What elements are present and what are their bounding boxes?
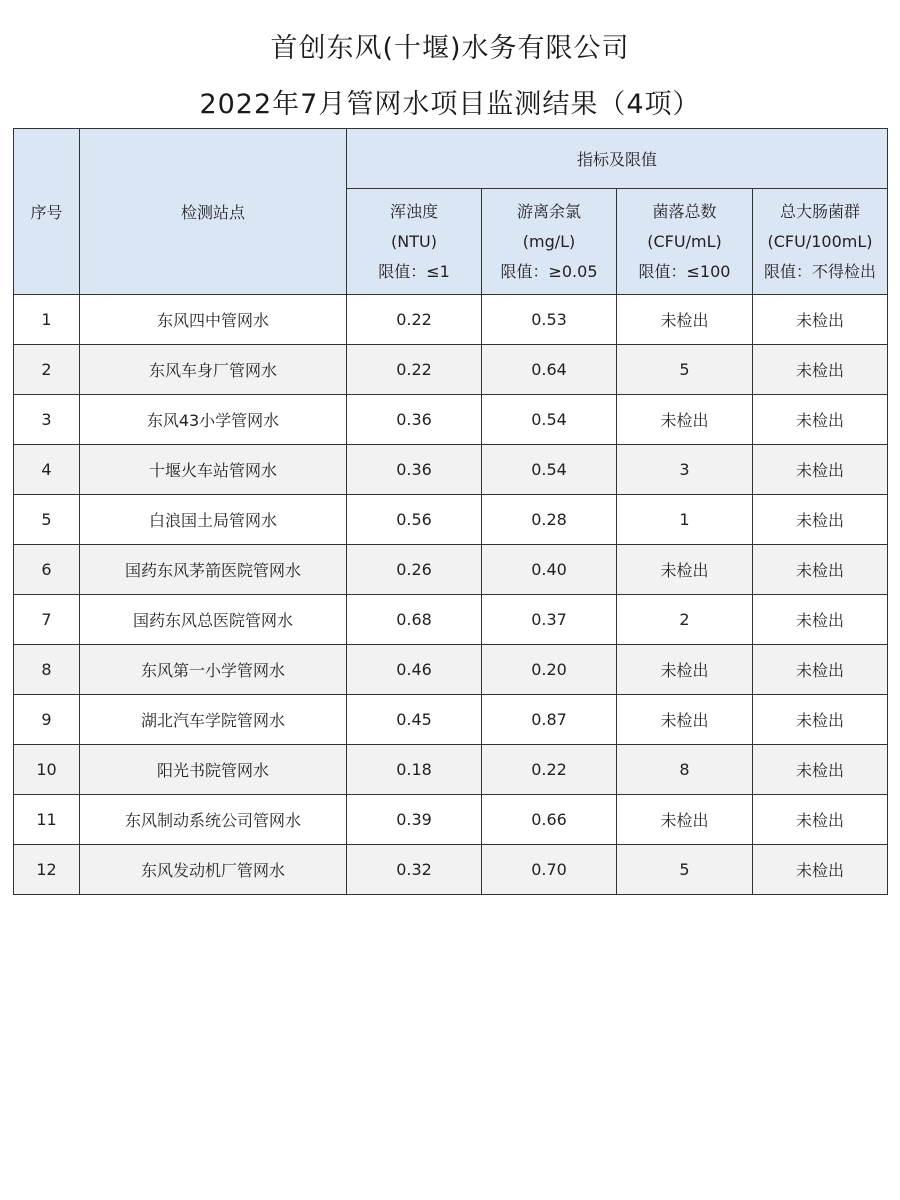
cell-site: 东风四中管网水 xyxy=(80,295,347,345)
header-total-colonies xyxy=(617,189,753,295)
cell-site: 湖北汽车学院管网水 xyxy=(80,695,347,745)
cell-total-colonies: 2 xyxy=(617,595,753,645)
cell-total-coliforms: 未检出 xyxy=(753,395,888,445)
table-row xyxy=(14,395,888,445)
cell-free-chlorine: 0.54 xyxy=(482,395,617,445)
table-row xyxy=(14,645,888,695)
indicator-limit: 限值：≤1 xyxy=(378,261,450,281)
table-row xyxy=(14,495,888,545)
cell-free-chlorine: 0.20 xyxy=(482,645,617,695)
cell-total-colonies: 未检出 xyxy=(617,695,753,745)
cell-free-chlorine: 0.66 xyxy=(482,795,617,845)
cell-site: 东风发动机厂管网水 xyxy=(80,845,347,895)
document-title-company: 首创东风(十堰)水务有限公司 xyxy=(270,33,630,64)
monitoring-results-table xyxy=(13,128,888,895)
cell-site: 阳光书院管网水 xyxy=(80,745,347,795)
table-row xyxy=(14,345,888,395)
header-total-coliforms xyxy=(753,189,888,295)
header-turbidity xyxy=(347,189,482,295)
indicator-name: 菌落总数 xyxy=(652,201,717,221)
cell-site: 国药东风总医院管网水 xyxy=(80,595,347,645)
cell-serial-number: 8 xyxy=(14,645,80,695)
cell-serial-number: 3 xyxy=(14,395,80,445)
indicator-unit: (CFU/100mL) xyxy=(767,231,873,251)
cell-turbidity: 0.45 xyxy=(347,695,482,745)
indicator-unit: (mg/L) xyxy=(522,231,576,251)
table-row xyxy=(14,595,888,645)
cell-total-coliforms: 未检出 xyxy=(753,745,888,795)
cell-total-coliforms: 未检出 xyxy=(753,295,888,345)
cell-site: 东风车身厂管网水 xyxy=(80,345,347,395)
indicator-unit: (NTU) xyxy=(391,231,437,251)
cell-total-coliforms: 未检出 xyxy=(753,795,888,845)
cell-total-colonies: 1 xyxy=(617,495,753,545)
document-title-report: 2022年7月管网水项目监测结果（4项） xyxy=(199,89,701,120)
cell-serial-number: 12 xyxy=(14,845,80,895)
cell-turbidity: 0.18 xyxy=(347,745,482,795)
cell-free-chlorine: 0.54 xyxy=(482,445,617,495)
cell-serial-number: 1 xyxy=(14,295,80,345)
cell-serial-number: 10 xyxy=(14,745,80,795)
cell-total-coliforms: 未检出 xyxy=(753,445,888,495)
cell-site: 东风43小学管网水 xyxy=(80,395,347,445)
cell-free-chlorine: 0.70 xyxy=(482,845,617,895)
cell-turbidity: 0.36 xyxy=(347,395,482,445)
cell-free-chlorine: 0.37 xyxy=(482,595,617,645)
cell-total-coliforms: 未检出 xyxy=(753,845,888,895)
cell-turbidity: 0.39 xyxy=(347,795,482,845)
indicator-name: 浑浊度 xyxy=(389,201,438,221)
cell-site: 十堰火车站管网水 xyxy=(80,445,347,495)
results-table-body xyxy=(14,295,888,895)
cell-serial-number: 5 xyxy=(14,495,80,545)
table-row xyxy=(14,295,888,345)
cell-total-colonies: 未检出 xyxy=(617,795,753,845)
cell-total-coliforms: 未检出 xyxy=(753,345,888,395)
cell-total-coliforms: 未检出 xyxy=(753,645,888,695)
cell-total-colonies: 5 xyxy=(617,345,753,395)
cell-serial-number: 9 xyxy=(14,695,80,745)
indicator-name: 总大肠菌群 xyxy=(780,201,861,221)
cell-turbidity: 0.56 xyxy=(347,495,482,545)
cell-total-colonies: 未检出 xyxy=(617,395,753,445)
cell-serial-number: 2 xyxy=(14,345,80,395)
cell-free-chlorine: 0.53 xyxy=(482,295,617,345)
cell-site: 白浪国土局管网水 xyxy=(80,495,347,545)
cell-free-chlorine: 0.28 xyxy=(482,495,617,545)
indicator-limit: 限值：≥0.05 xyxy=(500,261,598,281)
cell-serial-number: 11 xyxy=(14,795,80,845)
cell-turbidity: 0.68 xyxy=(347,595,482,645)
header-indicators-group: 指标及限值 xyxy=(347,129,888,189)
cell-turbidity: 0.22 xyxy=(347,345,482,395)
cell-total-colonies: 3 xyxy=(617,445,753,495)
cell-total-colonies: 未检出 xyxy=(617,545,753,595)
cell-free-chlorine: 0.87 xyxy=(482,695,617,745)
indicator-unit: (CFU/mL) xyxy=(647,231,722,251)
cell-total-colonies: 8 xyxy=(617,745,753,795)
cell-total-colonies: 5 xyxy=(617,845,753,895)
cell-total-coliforms: 未检出 xyxy=(753,595,888,645)
cell-total-colonies: 未检出 xyxy=(617,645,753,695)
indicator-name: 游离余氯 xyxy=(516,201,581,221)
cell-serial-number: 4 xyxy=(14,445,80,495)
table-row xyxy=(14,445,888,495)
cell-free-chlorine: 0.64 xyxy=(482,345,617,395)
indicator-limit: 限值：≤100 xyxy=(638,261,731,281)
table-row xyxy=(14,545,888,595)
cell-serial-number: 6 xyxy=(14,545,80,595)
cell-free-chlorine: 0.22 xyxy=(482,745,617,795)
table-row xyxy=(14,745,888,795)
header-serial-number: 序号 xyxy=(14,129,80,295)
cell-turbidity: 0.36 xyxy=(347,445,482,495)
cell-site: 东风制动系统公司管网水 xyxy=(80,795,347,845)
table-row xyxy=(14,845,888,895)
cell-total-coliforms: 未检出 xyxy=(753,495,888,545)
table-row xyxy=(14,795,888,845)
cell-turbidity: 0.26 xyxy=(347,545,482,595)
cell-serial-number: 7 xyxy=(14,595,80,645)
cell-turbidity: 0.22 xyxy=(347,295,482,345)
header-monitoring-site: 检测站点 xyxy=(80,129,347,295)
indicator-limit: 限值：不得检出 xyxy=(764,261,877,281)
table-row xyxy=(14,695,888,745)
cell-total-coliforms: 未检出 xyxy=(753,695,888,745)
cell-free-chlorine: 0.40 xyxy=(482,545,617,595)
cell-total-colonies: 未检出 xyxy=(617,295,753,345)
cell-turbidity: 0.46 xyxy=(347,645,482,695)
cell-turbidity: 0.32 xyxy=(347,845,482,895)
cell-total-coliforms: 未检出 xyxy=(753,545,888,595)
header-free-chlorine xyxy=(482,189,617,295)
cell-site: 东风第一小学管网水 xyxy=(80,645,347,695)
cell-site: 国药东风茅箭医院管网水 xyxy=(80,545,347,595)
